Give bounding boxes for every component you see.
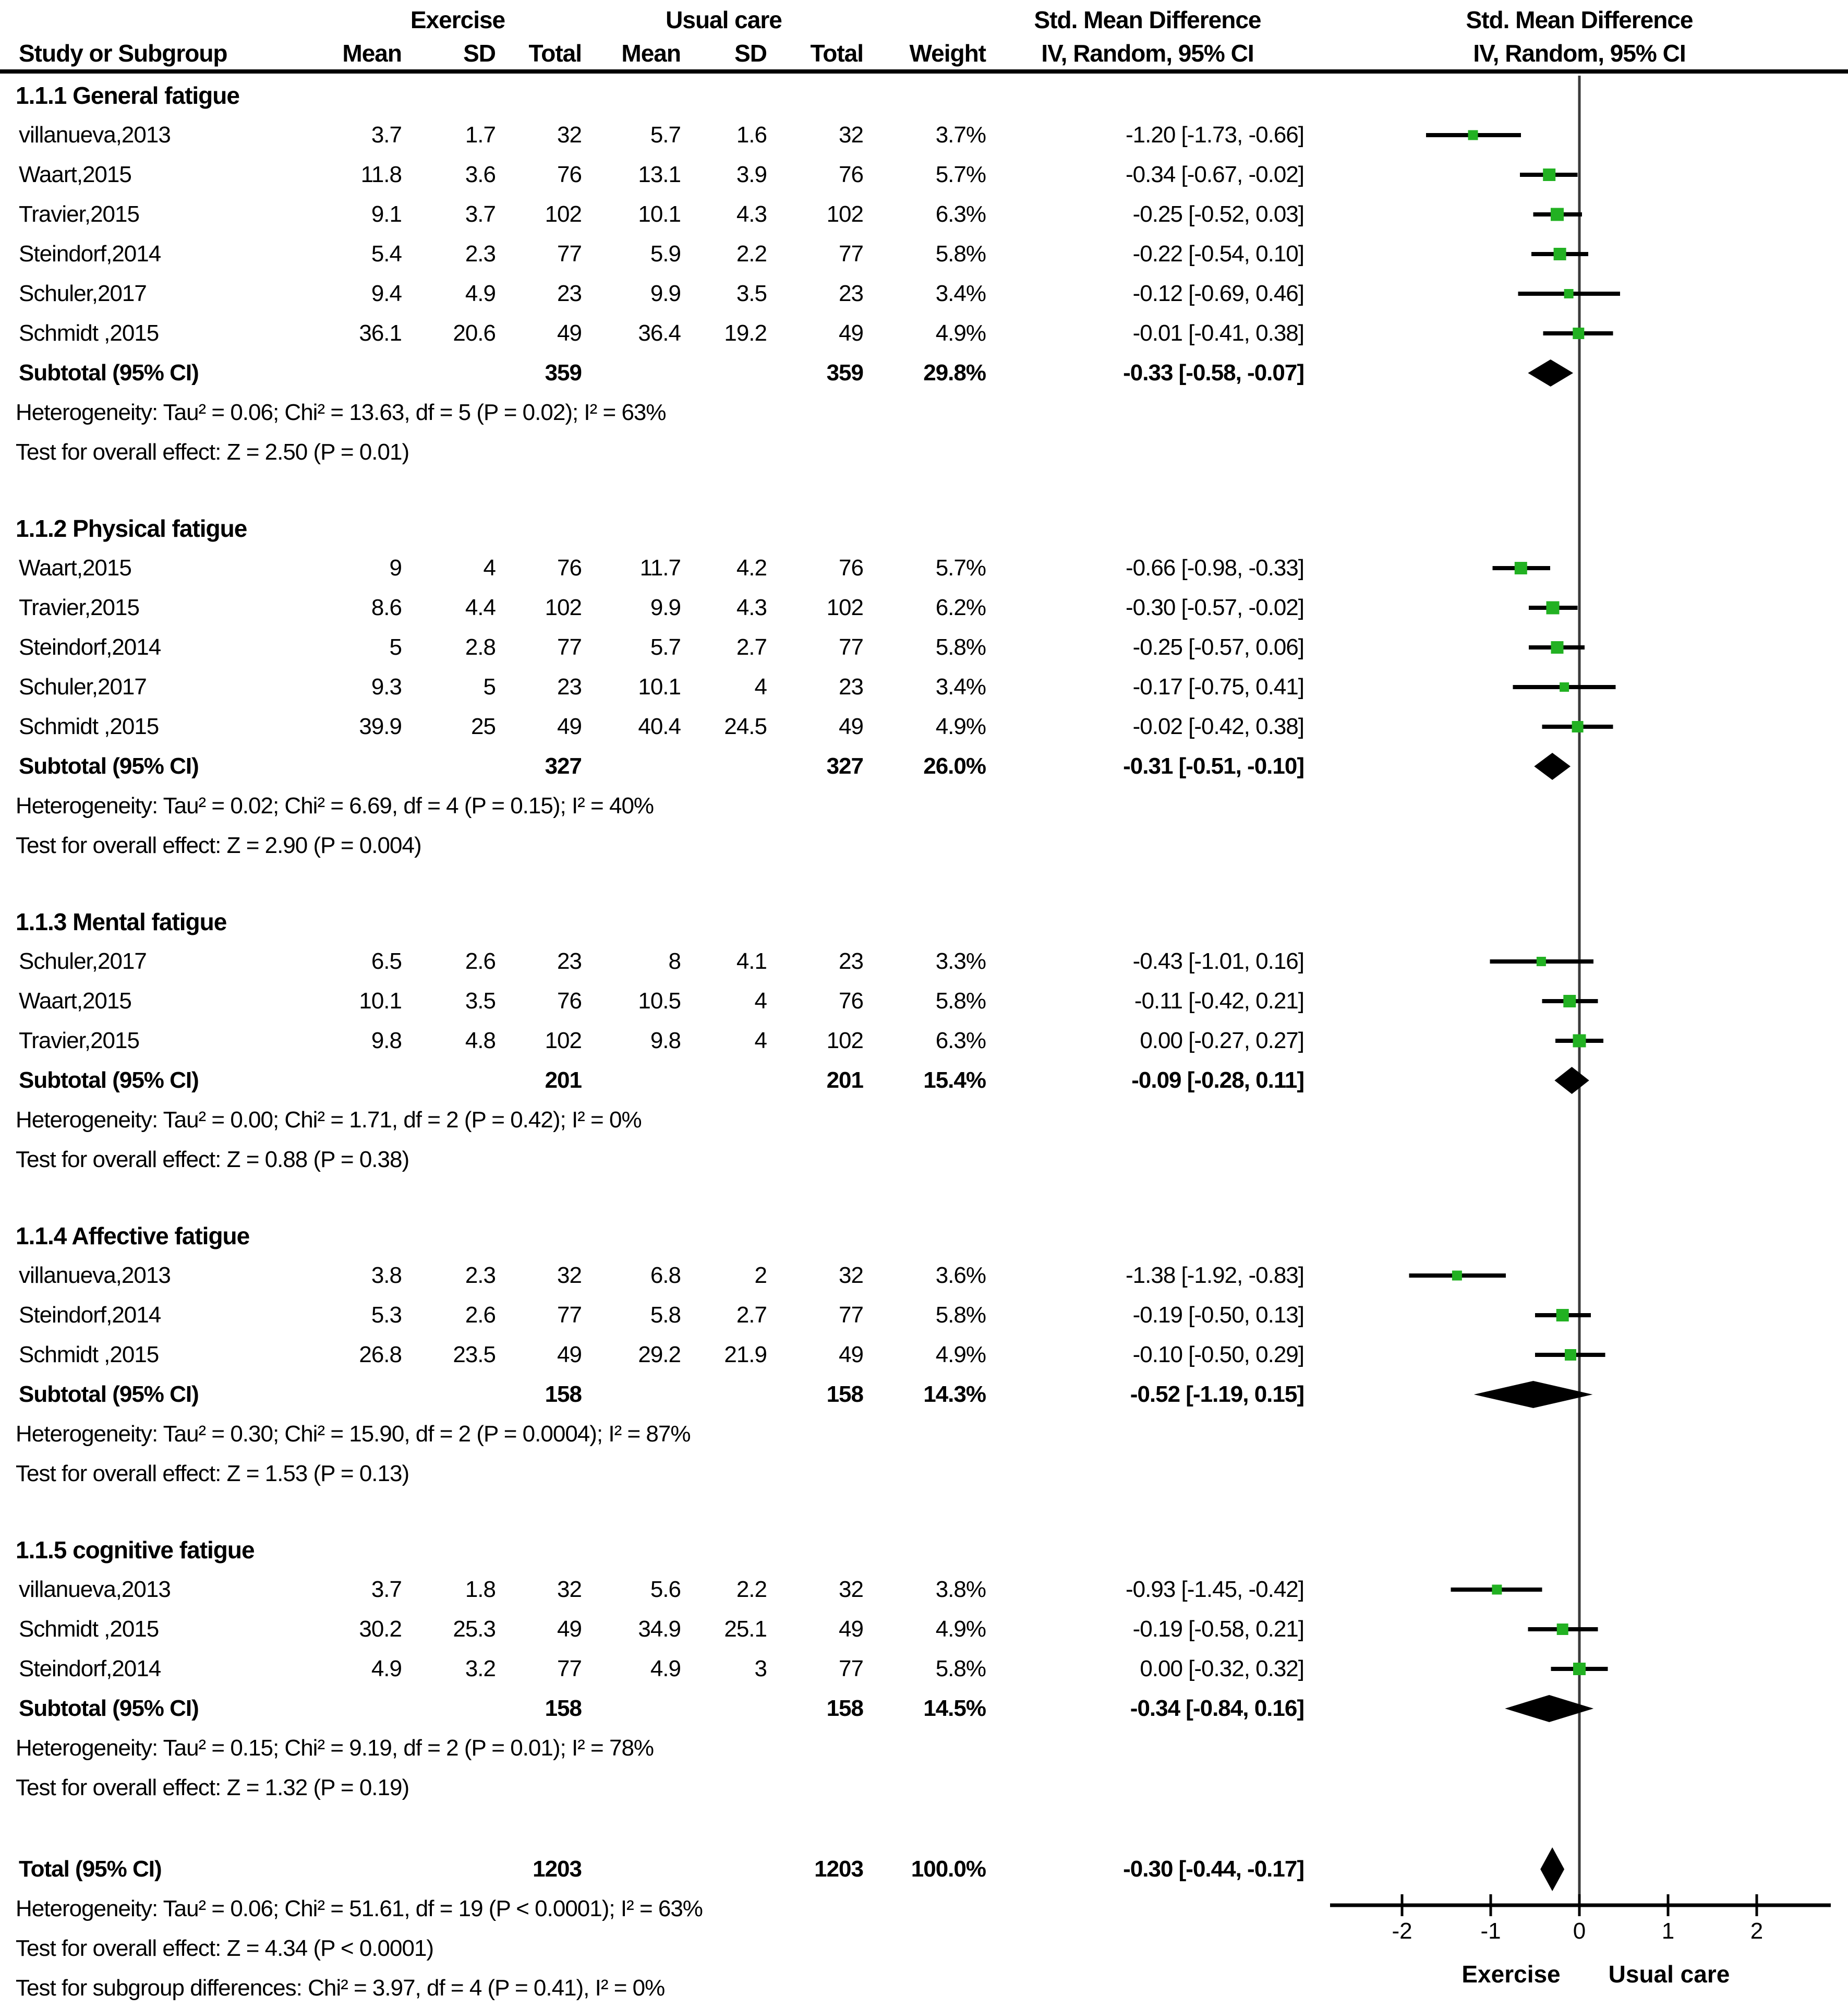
sd-exercise-cell: 4 <box>483 555 496 581</box>
mean-usualcare-cell: 6.8 <box>650 1262 681 1288</box>
weight-cell: 3.4% <box>935 281 986 306</box>
mean-exercise-cell: 39.9 <box>359 714 402 739</box>
subtotal-weight: 14.5% <box>923 1696 986 1721</box>
subtotal-weight: 15.4% <box>923 1067 986 1093</box>
sd-usualcare-cell: 24.5 <box>724 714 767 739</box>
axis-tick-label: 2 <box>1750 1918 1764 1944</box>
sd-usualcare-cell: 4.2 <box>736 555 767 581</box>
col-header-mean-c: Mean <box>621 40 681 67</box>
mean-exercise-cell: 6.5 <box>371 948 402 974</box>
mean-exercise-cell: 30.2 <box>359 1616 402 1642</box>
subtotal-label: Subtotal (95% CI) <box>19 753 199 779</box>
total-exercise-cell: 76 <box>557 555 582 581</box>
study-label: Travier,2015 <box>19 1028 139 1053</box>
subtotal-diamond <box>1554 1067 1589 1094</box>
sd-exercise-cell: 1.8 <box>465 1577 496 1602</box>
smd-ci-cell: -0.93 [-1.45, -0.42] <box>1126 1577 1304 1602</box>
total-weight: 100.0% <box>911 1856 986 1882</box>
study-label: Steindorf,2014 <box>19 634 161 660</box>
col-header-study: Study or Subgroup <box>19 40 227 67</box>
weight-cell: 3.8% <box>935 1577 986 1602</box>
mean-exercise-cell: 36.1 <box>359 320 402 346</box>
total-exercise-cell: 49 <box>557 1342 582 1367</box>
smd-ci-cell: -0.22 [-0.54, 0.10] <box>1132 241 1304 267</box>
sd-exercise-cell: 1.7 <box>465 122 496 148</box>
subtotal-label: Subtotal (95% CI) <box>19 360 199 386</box>
total-usualcare-cell: 77 <box>839 241 863 267</box>
sd-usualcare-cell: 3.9 <box>736 162 767 187</box>
sd-usualcare-cell: 4 <box>754 1028 767 1053</box>
subtotal-label: Subtotal (95% CI) <box>19 1067 199 1093</box>
total-usualcare-cell: 49 <box>839 714 863 739</box>
col-group-smd-text: Std. Mean Difference <box>1034 6 1261 33</box>
sd-exercise-cell: 3.5 <box>465 988 496 1014</box>
smd-ci-cell: -0.10 [-0.50, 0.29] <box>1132 1342 1304 1367</box>
study-label: Steindorf,2014 <box>19 1302 161 1328</box>
mean-exercise-cell: 8.6 <box>371 595 402 620</box>
subtotal-label: Subtotal (95% CI) <box>19 1696 199 1721</box>
mean-exercise-cell: 9.8 <box>371 1028 402 1053</box>
total-usualcare-cell: 23 <box>839 281 863 306</box>
smd-ci-cell: 0.00 [-0.32, 0.32] <box>1140 1656 1304 1681</box>
effect-marker <box>1515 562 1527 574</box>
smd-ci-cell: -0.43 [-1.01, 0.16] <box>1132 948 1304 974</box>
subgroup-title: 1.1.5 cognitive fatigue <box>16 1536 255 1564</box>
effect-marker <box>1543 169 1555 181</box>
study-label: Travier,2015 <box>19 201 139 227</box>
sd-usualcare-cell: 2.2 <box>736 1577 767 1602</box>
total-exercise-cell: 32 <box>557 1577 582 1602</box>
smd-ci-cell: -0.12 [-0.69, 0.46] <box>1132 281 1304 306</box>
smd-ci-cell: -0.25 [-0.57, 0.06] <box>1132 634 1304 660</box>
sd-usualcare-cell: 2.7 <box>736 1302 767 1328</box>
smd-ci-cell: -0.66 [-0.98, -0.33] <box>1126 555 1304 581</box>
effect-marker <box>1572 721 1584 732</box>
smd-ci-cell: -1.38 [-1.92, -0.83] <box>1126 1262 1304 1288</box>
weight-cell: 5.8% <box>935 241 986 267</box>
total-exercise-cell: 76 <box>557 988 582 1014</box>
weight-cell: 3.4% <box>935 674 986 700</box>
mean-exercise-cell: 3.7 <box>371 122 402 148</box>
total-diamond <box>1540 1847 1564 1891</box>
sd-usualcare-cell: 3.5 <box>736 281 767 306</box>
sd-exercise-cell: 23.5 <box>453 1342 496 1367</box>
total-exercise-cell: 23 <box>557 281 582 306</box>
sd-usualcare-cell: 19.2 <box>724 320 767 346</box>
mean-exercise-cell: 9.4 <box>371 281 402 306</box>
mean-usualcare-cell: 5.7 <box>650 122 681 148</box>
subtotal-total-exercise: 359 <box>545 360 582 386</box>
subtotal-smd-ci: -0.33 [-0.58, -0.07] <box>1123 360 1304 386</box>
total-exercise-cell: 77 <box>557 1302 582 1328</box>
study-label: Travier,2015 <box>19 595 139 620</box>
mean-exercise-cell: 3.8 <box>371 1262 402 1288</box>
subtotal-smd-ci: -0.09 [-0.28, 0.11] <box>1131 1067 1304 1093</box>
total-heterogeneity-note-text: Heterogeneity: Tau² = 0.06; Chi² = 51.61, df = 19 (P < 0.0001); I² = 63% <box>16 1896 703 1921</box>
mean-exercise-cell: 26.8 <box>359 1342 402 1367</box>
sd-exercise-cell: 20.6 <box>453 320 496 346</box>
mean-usualcare-cell: 5.9 <box>650 241 681 267</box>
weight-cell: 4.9% <box>935 1616 986 1642</box>
effect-marker <box>1573 1035 1586 1048</box>
sd-exercise-cell: 4.4 <box>465 595 496 620</box>
effect-marker <box>1573 328 1584 339</box>
effect-marker <box>1564 289 1574 298</box>
weight-cell: 3.3% <box>935 948 986 974</box>
sd-usualcare-cell: 2 <box>754 1262 767 1288</box>
total-exercise-cell: 102 <box>545 201 582 227</box>
mean-exercise-cell: 11.8 <box>360 162 402 187</box>
mean-exercise-cell: 9.1 <box>371 201 402 227</box>
effect-marker <box>1554 248 1566 260</box>
study-label: Schuler,2017 <box>19 948 147 974</box>
subgroup-title: 1.1.1 General fatigue <box>16 82 239 109</box>
heterogeneity-note-text: Heterogeneity: Tau² = 0.15; Chi² = 9.19, df = 2 (P = 0.01); I² = 78% <box>16 1735 654 1761</box>
mean-exercise-cell: 9 <box>389 555 402 581</box>
subgroup-differences-note-text: Test for subgroup differences: Chi² = 3.97, df = 4 (P = 0.41), I² = 0% <box>16 1975 665 2001</box>
effect-test-note-text: Test for overall effect: Z = 1.53 (P = 0.13) <box>16 1461 409 1486</box>
sd-exercise-cell: 5 <box>483 674 496 700</box>
effect-marker <box>1537 957 1546 966</box>
effect-marker <box>1565 1349 1576 1361</box>
total-exercise-cell: 77 <box>557 241 582 267</box>
subtotal-total-usualcare: 158 <box>826 1381 863 1407</box>
subtotal-total-exercise: 201 <box>545 1067 582 1093</box>
mean-usualcare-cell: 9.9 <box>650 281 681 306</box>
total-exercise-cell: 32 <box>557 122 582 148</box>
subgroup-title: 1.1.2 Physical fatigue <box>16 515 247 542</box>
total-usualcare-cell: 102 <box>826 595 863 620</box>
axis-tick-label: -2 <box>1392 1918 1412 1944</box>
sd-usualcare-cell: 4 <box>754 988 767 1014</box>
subtotal-smd-ci: -0.31 [-0.51, -0.10] <box>1123 753 1304 779</box>
weight-cell: 4.9% <box>935 714 986 739</box>
weight-cell: 5.8% <box>935 1656 986 1681</box>
total-usualcare-cell: 23 <box>839 674 863 700</box>
sd-usualcare-cell: 21.9 <box>724 1342 767 1367</box>
col-header-total-c: Total <box>810 40 863 67</box>
total-usualcare-sum: 1203 <box>814 1856 863 1882</box>
col-header-mean-e: Mean <box>342 40 402 67</box>
smd-ci-cell: -0.02 [-0.42, 0.38] <box>1132 714 1304 739</box>
col-header-iv-plot: IV, Random, 95% CI <box>1473 40 1686 67</box>
study-label: Schuler,2017 <box>19 281 147 306</box>
smd-ci-cell: -0.17 [-0.75, 0.41] <box>1132 674 1304 700</box>
smd-ci-cell: -0.19 [-0.58, 0.21] <box>1132 1616 1304 1642</box>
sd-usualcare-cell: 4.3 <box>736 201 767 227</box>
mean-usualcare-cell: 8 <box>668 948 681 974</box>
mean-usualcare-cell: 9.9 <box>650 595 681 620</box>
sd-usualcare-cell: 2.7 <box>736 634 767 660</box>
heterogeneity-note-text: Heterogeneity: Tau² = 0.06; Chi² = 13.63, df = 5 (P = 0.02); I² = 63% <box>16 400 666 425</box>
effect-marker <box>1547 602 1560 615</box>
total-exercise-cell: 49 <box>557 714 582 739</box>
subtotal-diamond <box>1528 359 1573 387</box>
subtotal-total-usualcare: 158 <box>826 1696 863 1721</box>
effect-marker <box>1563 995 1576 1007</box>
sd-usualcare-cell: 4.3 <box>736 595 767 620</box>
total-usualcare-cell: 76 <box>839 162 863 187</box>
subtotal-diamond <box>1534 753 1571 780</box>
mean-usualcare-cell: 36.4 <box>638 320 681 346</box>
total-exercise-cell: 49 <box>557 320 582 346</box>
total-effect-test-note-text: Test for overall effect: Z = 4.34 (P < 0.0001) <box>16 1935 434 1961</box>
smd-ci-cell: -0.30 [-0.57, -0.02] <box>1126 595 1304 620</box>
col-group-smd-plot: Std. Mean Difference <box>1466 6 1693 33</box>
total-usualcare-cell: 49 <box>839 1342 863 1367</box>
total-exercise-cell: 23 <box>557 948 582 974</box>
sd-exercise-cell: 4.8 <box>465 1028 496 1053</box>
subtotal-smd-ci: -0.52 [-1.19, 0.15] <box>1130 1381 1304 1407</box>
study-label: Schmidt ,2015 <box>19 1342 159 1367</box>
sd-usualcare-cell: 4.1 <box>736 948 767 974</box>
weight-cell: 6.3% <box>935 201 986 227</box>
study-label: Steindorf,2014 <box>19 1656 161 1681</box>
weight-cell: 5.8% <box>935 1302 986 1328</box>
effect-test-note-text: Test for overall effect: Z = 0.88 (P = 0.38) <box>16 1147 409 1172</box>
smd-ci-cell: -0.19 [-0.50, 0.13] <box>1132 1302 1304 1328</box>
subtotal-total-exercise: 158 <box>545 1381 582 1407</box>
mean-exercise-cell: 5 <box>389 634 402 660</box>
mean-usualcare-cell: 5.7 <box>650 634 681 660</box>
total-exercise-cell: 77 <box>557 1656 582 1681</box>
col-header-weight: Weight <box>909 40 986 67</box>
smd-ci-cell: -0.34 [-0.67, -0.02] <box>1126 162 1304 187</box>
study-label: Steindorf,2014 <box>19 241 161 267</box>
mean-exercise-cell: 5.4 <box>371 241 402 267</box>
study-label: Schmidt ,2015 <box>19 320 159 346</box>
col-header-iv-text: IV, Random, 95% CI <box>1041 40 1254 67</box>
weight-cell: 5.7% <box>935 162 986 187</box>
mean-usualcare-cell: 29.2 <box>638 1342 681 1367</box>
subtotal-total-usualcare: 201 <box>826 1067 863 1093</box>
total-usualcare-cell: 32 <box>839 1262 863 1288</box>
axis-tick-label: 1 <box>1661 1918 1675 1944</box>
col-header-total-e: Total <box>528 40 582 67</box>
smd-ci-cell: 0.00 [-0.27, 0.27] <box>1140 1028 1304 1053</box>
mean-usualcare-cell: 4.9 <box>650 1656 681 1681</box>
subtotal-total-usualcare: 359 <box>826 360 863 386</box>
study-label: Schmidt ,2015 <box>19 1616 159 1642</box>
sd-exercise-cell: 3.7 <box>465 201 496 227</box>
total-usualcare-cell: 102 <box>826 201 863 227</box>
subgroup-title: 1.1.4 Affective fatigue <box>16 1222 250 1249</box>
effect-marker <box>1556 1309 1569 1321</box>
col-header-sd-c: SD <box>734 40 767 67</box>
total-usualcare-cell: 49 <box>839 320 863 346</box>
heterogeneity-note-text: Heterogeneity: Tau² = 0.02; Chi² = 6.69, df = 4 (P = 0.15); I² = 40% <box>16 793 654 819</box>
sd-exercise-cell: 2.6 <box>465 1302 496 1328</box>
total-usualcare-cell: 32 <box>839 1577 863 1602</box>
total-usualcare-cell: 76 <box>839 988 863 1014</box>
mean-usualcare-cell: 13.1 <box>638 162 681 187</box>
sd-usualcare-cell: 1.6 <box>736 122 767 148</box>
study-label: villanueva,2013 <box>19 1577 171 1602</box>
total-exercise-cell: 77 <box>557 634 582 660</box>
sd-usualcare-cell: 25.1 <box>724 1616 767 1642</box>
total-exercise-cell: 102 <box>545 1028 582 1053</box>
mean-usualcare-cell: 10.5 <box>638 988 681 1014</box>
total-usualcare-cell: 77 <box>839 634 863 660</box>
axis-tick-label: 0 <box>1573 1918 1586 1944</box>
mean-usualcare-cell: 11.7 <box>639 555 681 581</box>
effect-test-note-text: Test for overall effect: Z = 2.90 (P = 0.004) <box>16 833 421 858</box>
subtotal-total-exercise: 327 <box>545 753 582 779</box>
study-label: Waart,2015 <box>19 988 131 1014</box>
mean-usualcare-cell: 9.8 <box>650 1028 681 1053</box>
effect-test-note-text: Test for overall effect: Z = 1.32 (P = 0.19) <box>16 1775 409 1800</box>
weight-cell: 5.7% <box>935 555 986 581</box>
study-label: Waart,2015 <box>19 162 131 187</box>
total-exercise-cell: 23 <box>557 674 582 700</box>
weight-cell: 3.6% <box>935 1262 986 1288</box>
subtotal-smd-ci: -0.34 [-0.84, 0.16] <box>1130 1696 1304 1721</box>
mean-usualcare-cell: 10.1 <box>638 674 681 700</box>
total-usualcare-cell: 23 <box>839 948 863 974</box>
mean-usualcare-cell: 34.9 <box>638 1616 681 1642</box>
axis-label-exercise: Exercise <box>1462 1961 1561 1988</box>
axis-label-usual-care: Usual care <box>1608 1961 1730 1988</box>
subtotal-total-usualcare: 327 <box>826 753 863 779</box>
effect-marker <box>1551 208 1564 221</box>
study-label: villanueva,2013 <box>19 122 171 148</box>
mean-usualcare-cell: 40.4 <box>638 714 681 739</box>
subtotal-diamond <box>1474 1381 1593 1408</box>
smd-ci-cell: -0.11 [-0.42, 0.21] <box>1134 988 1304 1014</box>
subgroup-title: 1.1.3 Mental fatigue <box>16 908 227 935</box>
subtotal-label: Subtotal (95% CI) <box>19 1381 199 1407</box>
col-group-exercise: Exercise <box>410 6 505 33</box>
sd-exercise-cell: 2.6 <box>465 948 496 974</box>
study-label: Schmidt ,2015 <box>19 714 159 739</box>
sd-exercise-cell: 2.3 <box>465 1262 496 1288</box>
mean-usualcare-cell: 5.8 <box>650 1302 681 1328</box>
total-exercise-sum: 1203 <box>533 1856 582 1882</box>
heterogeneity-note-text: Heterogeneity: Tau² = 0.30; Chi² = 15.90, df = 2 (P = 0.0004); I² = 87% <box>16 1421 691 1447</box>
subtotal-total-exercise: 158 <box>545 1696 582 1721</box>
total-exercise-cell: 49 <box>557 1616 582 1642</box>
sd-usualcare-cell: 4 <box>754 674 767 700</box>
subtotal-weight: 29.8% <box>923 360 986 386</box>
sd-exercise-cell: 3.6 <box>465 162 496 187</box>
total-usualcare-cell: 102 <box>826 1028 863 1053</box>
effect-marker <box>1452 1271 1462 1281</box>
total-usualcare-cell: 76 <box>839 555 863 581</box>
col-header-sd-e: SD <box>463 40 496 67</box>
mean-exercise-cell: 5.3 <box>371 1302 402 1328</box>
total-usualcare-cell: 49 <box>839 1616 863 1642</box>
mean-usualcare-cell: 5.6 <box>650 1577 681 1602</box>
smd-ci-cell: -0.01 [-0.41, 0.38] <box>1132 320 1304 346</box>
sd-exercise-cell: 3.2 <box>465 1656 496 1681</box>
mean-exercise-cell: 9.3 <box>371 674 402 700</box>
study-label: villanueva,2013 <box>19 1262 171 1288</box>
total-label: Total (95% CI) <box>19 1856 162 1882</box>
subtotal-weight: 14.3% <box>923 1381 986 1407</box>
mean-exercise-cell: 4.9 <box>371 1656 402 1681</box>
mean-usualcare-cell: 10.1 <box>638 201 681 227</box>
smd-ci-cell: -1.20 [-1.73, -0.66] <box>1126 122 1304 148</box>
col-group-usual-care: Usual care <box>666 6 782 33</box>
study-label: Waart,2015 <box>19 555 131 581</box>
weight-cell: 6.3% <box>935 1028 986 1053</box>
total-usualcare-cell: 77 <box>839 1656 863 1681</box>
sd-usualcare-cell: 3 <box>754 1656 767 1681</box>
total-exercise-cell: 102 <box>545 595 582 620</box>
effect-marker <box>1560 682 1569 692</box>
smd-ci-cell: -0.25 [-0.52, 0.03] <box>1132 201 1304 227</box>
total-smd-ci: -0.30 [-0.44, -0.17] <box>1123 1856 1304 1882</box>
weight-cell: 4.9% <box>935 1342 986 1367</box>
sd-exercise-cell: 2.8 <box>465 634 496 660</box>
total-exercise-cell: 76 <box>557 162 582 187</box>
sd-exercise-cell: 25 <box>471 714 496 739</box>
total-usualcare-cell: 77 <box>839 1302 863 1328</box>
sd-exercise-cell: 2.3 <box>465 241 496 267</box>
study-label: Schuler,2017 <box>19 674 147 700</box>
effect-test-note-text: Test for overall effect: Z = 2.50 (P = 0.01) <box>16 439 409 465</box>
axis-tick-label: -1 <box>1480 1918 1501 1944</box>
weight-cell: 5.8% <box>935 634 986 660</box>
effect-marker <box>1551 641 1564 654</box>
effect-marker <box>1492 1585 1502 1595</box>
total-usualcare-cell: 32 <box>839 122 863 148</box>
effect-marker <box>1468 130 1478 140</box>
effect-marker <box>1573 1663 1586 1675</box>
subtotal-weight: 26.0% <box>923 753 986 779</box>
weight-cell: 4.9% <box>935 320 986 346</box>
weight-cell: 6.2% <box>935 595 986 620</box>
mean-exercise-cell: 10.1 <box>359 988 402 1014</box>
heterogeneity-note-text: Heterogeneity: Tau² = 0.00; Chi² = 1.71, df = 2 (P = 0.42); I² = 0% <box>16 1107 642 1133</box>
sd-usualcare-cell: 2.2 <box>736 241 767 267</box>
sd-exercise-cell: 25.3 <box>453 1616 496 1642</box>
mean-exercise-cell: 3.7 <box>371 1577 402 1602</box>
total-exercise-cell: 32 <box>557 1262 582 1288</box>
effect-marker <box>1557 1624 1568 1635</box>
sd-exercise-cell: 4.9 <box>465 281 496 306</box>
weight-cell: 5.8% <box>935 988 986 1014</box>
weight-cell: 3.7% <box>935 122 986 148</box>
